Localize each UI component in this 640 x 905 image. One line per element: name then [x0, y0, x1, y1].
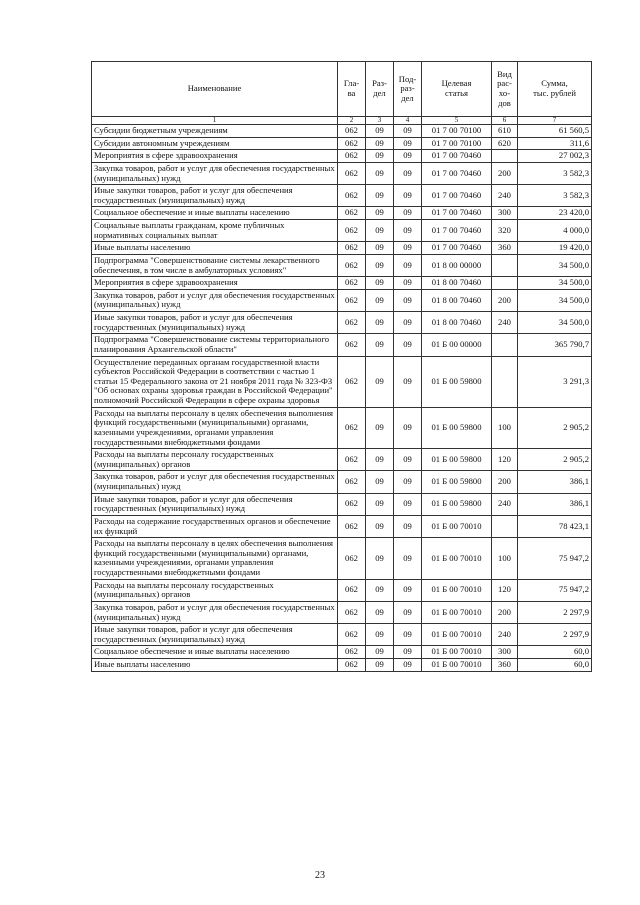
row-target: 01 Б 00 70010: [422, 646, 492, 659]
row-vid: 120: [492, 579, 518, 601]
table-row: [92, 356, 592, 407]
row-razdel: 09: [366, 407, 394, 449]
row-razdel: 09: [366, 334, 394, 356]
row-sum: 2 297,9: [518, 624, 592, 646]
table-row: [92, 646, 592, 659]
row-sum: 34 500,0: [518, 277, 592, 290]
row-vid: [492, 356, 518, 407]
row-glava: 062: [338, 137, 366, 150]
row-target: 01 Б 00 70010: [422, 601, 492, 623]
row-target: 01 7 00 70460: [422, 150, 492, 163]
row-target: 01 Б 00 59800: [422, 493, 492, 515]
row-razdel: 09: [366, 449, 394, 471]
row-vid: 240: [492, 493, 518, 515]
row-vid: 200: [492, 601, 518, 623]
row-name: Расходы на выплаты персоналу государственных (муниципальных) органов: [92, 579, 338, 601]
row-target: 01 Б 00 70010: [422, 515, 492, 537]
row-sum: 2 297,9: [518, 601, 592, 623]
row-podrazdel: 09: [394, 242, 422, 255]
row-vid: 240: [492, 624, 518, 646]
row-podrazdel: 09: [394, 579, 422, 601]
row-podrazdel: 09: [394, 150, 422, 163]
row-sum: 34 500,0: [518, 289, 592, 311]
row-razdel: 09: [366, 162, 394, 184]
column-number: 2: [338, 117, 366, 125]
column-number: 7: [518, 117, 592, 125]
row-name: Расходы на содержание государственных органов и обеспечение их функций: [92, 515, 338, 537]
row-glava: 062: [338, 449, 366, 471]
row-razdel: 09: [366, 185, 394, 207]
table-row: [92, 254, 592, 276]
row-vid: 100: [492, 538, 518, 580]
table-row: [92, 207, 592, 220]
row-vid: [492, 254, 518, 276]
row-name: Социальное обеспечение и иные выплаты населению: [92, 207, 338, 220]
row-podrazdel: 09: [394, 207, 422, 220]
row-sum: 311,6: [518, 137, 592, 150]
row-podrazdel: 09: [394, 646, 422, 659]
table-row: [92, 312, 592, 334]
row-razdel: 09: [366, 493, 394, 515]
row-glava: 062: [338, 356, 366, 407]
row-sum: 60,0: [518, 646, 592, 659]
row-target: 01 Б 00 70010: [422, 538, 492, 580]
row-vid: [492, 150, 518, 163]
row-vid: 610: [492, 125, 518, 138]
header-vid: Вид рас- хо- дов: [492, 62, 518, 117]
table-row: [92, 493, 592, 515]
table-row: [92, 289, 592, 311]
row-glava: 062: [338, 624, 366, 646]
row-razdel: 09: [366, 515, 394, 537]
row-target: 01 8 00 70460: [422, 277, 492, 290]
row-name: Социальные выплаты гражданам, кроме публичных нормативных социальных выплат: [92, 220, 338, 242]
row-vid: [492, 277, 518, 290]
row-glava: 062: [338, 471, 366, 493]
column-number-row: [92, 117, 592, 125]
row-podrazdel: 09: [394, 254, 422, 276]
row-sum: 3 582,3: [518, 185, 592, 207]
row-glava: 062: [338, 646, 366, 659]
row-name: Расходы на выплаты персоналу государственных (муниципальных) органов: [92, 449, 338, 471]
row-podrazdel: 09: [394, 356, 422, 407]
row-podrazdel: 09: [394, 277, 422, 290]
column-number: 3: [366, 117, 394, 125]
row-vid: 360: [492, 659, 518, 672]
row-name: Расходы на выплаты персоналу в целях обеспечения выполнения функций государственными (муниципальными) органами, казенными учреждениями, органами управления государственными внебюджетными фондами: [92, 407, 338, 449]
row-razdel: 09: [366, 207, 394, 220]
header-name: Наименование: [92, 62, 338, 117]
header-razdel: Раз- дел: [366, 62, 394, 117]
table-row: [92, 185, 592, 207]
row-razdel: 09: [366, 659, 394, 672]
row-podrazdel: 09: [394, 137, 422, 150]
header-target: Целевая статья: [422, 62, 492, 117]
row-target: 01 7 00 70460: [422, 162, 492, 184]
row-glava: 062: [338, 538, 366, 580]
row-glava: 062: [338, 493, 366, 515]
row-sum: 386,1: [518, 471, 592, 493]
row-vid: 240: [492, 312, 518, 334]
table-row: [92, 162, 592, 184]
table-row: [92, 601, 592, 623]
row-name: Осуществление переданных органам государственной власти субъектов Российской Федерации в соответствии с частью 1 статьи 15 Федерального закона от 21 ноября 2011 года № 323-ФЗ "Об основах охраны здоровья граждан в Российской Федерации" полномочий Российской Федерации в сфере охраны здоровья: [92, 356, 338, 407]
row-razdel: 09: [366, 601, 394, 623]
row-vid: 320: [492, 220, 518, 242]
row-razdel: 09: [366, 220, 394, 242]
header-glava: Гла- ва: [338, 62, 366, 117]
row-name: Закупка товаров, работ и услуг для обеспечения государственных (муниципальных) нужд: [92, 162, 338, 184]
row-name: Субсидии бюджетным учреждениям: [92, 125, 338, 138]
row-target: 01 7 00 70460: [422, 185, 492, 207]
row-target: 01 8 00 70460: [422, 289, 492, 311]
table-row: [92, 242, 592, 255]
row-name: Закупка товаров, работ и услуг для обеспечения государственных (муниципальных) нужд: [92, 601, 338, 623]
row-podrazdel: 09: [394, 659, 422, 672]
row-target: 01 Б 00 00000: [422, 334, 492, 356]
row-glava: 062: [338, 254, 366, 276]
table-row: [92, 624, 592, 646]
row-podrazdel: 09: [394, 289, 422, 311]
row-sum: 60,0: [518, 659, 592, 672]
row-sum: 78 423,1: [518, 515, 592, 537]
row-name: Мероприятия в сфере здравоохранения: [92, 150, 338, 163]
table-row: [92, 334, 592, 356]
row-target: 01 7 00 70460: [422, 220, 492, 242]
row-razdel: 09: [366, 242, 394, 255]
header-podrazdel: Под- раз- дел: [394, 62, 422, 117]
row-target: 01 8 00 70460: [422, 312, 492, 334]
row-razdel: 09: [366, 137, 394, 150]
row-podrazdel: 09: [394, 515, 422, 537]
row-name: Мероприятия в сфере здравоохранения: [92, 277, 338, 290]
row-razdel: 09: [366, 289, 394, 311]
header-row: [92, 62, 592, 117]
row-glava: 062: [338, 601, 366, 623]
row-razdel: 09: [366, 579, 394, 601]
row-podrazdel: 09: [394, 334, 422, 356]
row-name: Иные закупки товаров, работ и услуг для обеспечения государственных (муниципальных) нужд: [92, 312, 338, 334]
row-razdel: 09: [366, 646, 394, 659]
table-row: [92, 659, 592, 672]
row-sum: 34 500,0: [518, 254, 592, 276]
row-razdel: 09: [366, 312, 394, 334]
row-target: 01 Б 00 70010: [422, 579, 492, 601]
row-glava: 062: [338, 312, 366, 334]
row-glava: 062: [338, 207, 366, 220]
row-vid: 120: [492, 449, 518, 471]
row-name: Закупка товаров, работ и услуг для обеспечения государственных (муниципальных) нужд: [92, 471, 338, 493]
row-sum: 27 002,3: [518, 150, 592, 163]
row-sum: 19 420,0: [518, 242, 592, 255]
row-glava: 062: [338, 185, 366, 207]
row-name: Социальное обеспечение и иные выплаты населению: [92, 646, 338, 659]
row-target: 01 Б 00 70010: [422, 659, 492, 672]
table-row: [92, 150, 592, 163]
row-target: 01 7 00 70100: [422, 125, 492, 138]
row-razdel: 09: [366, 150, 394, 163]
row-sum: 75 947,2: [518, 538, 592, 580]
row-podrazdel: 09: [394, 407, 422, 449]
table-row: [92, 515, 592, 537]
column-number: 6: [492, 117, 518, 125]
row-razdel: 09: [366, 254, 394, 276]
row-razdel: 09: [366, 624, 394, 646]
row-podrazdel: 09: [394, 162, 422, 184]
page-number: 23: [315, 870, 325, 881]
row-razdel: 09: [366, 471, 394, 493]
row-glava: 062: [338, 334, 366, 356]
row-glava: 062: [338, 220, 366, 242]
row-name: Подпрограмма "Совершенствование системы лекарственного обеспечения, в том числе в амбулаторных условиях": [92, 254, 338, 276]
row-vid: 300: [492, 646, 518, 659]
row-name: Иные закупки товаров, работ и услуг для обеспечения государственных (муниципальных) нужд: [92, 185, 338, 207]
column-number: 1: [92, 117, 338, 125]
table-row: [92, 538, 592, 580]
row-sum: 23 420,0: [518, 207, 592, 220]
row-glava: 062: [338, 125, 366, 138]
row-vid: 240: [492, 185, 518, 207]
row-podrazdel: 09: [394, 449, 422, 471]
row-podrazdel: 09: [394, 538, 422, 580]
row-name: Иные закупки товаров, работ и услуг для обеспечения государственных (муниципальных) нужд: [92, 493, 338, 515]
row-glava: 062: [338, 515, 366, 537]
table-body: [92, 125, 592, 672]
row-razdel: 09: [366, 356, 394, 407]
row-podrazdel: 09: [394, 312, 422, 334]
row-target: 01 Б 00 70010: [422, 624, 492, 646]
table-row: [92, 449, 592, 471]
row-sum: 386,1: [518, 493, 592, 515]
row-vid: 200: [492, 289, 518, 311]
row-sum: 3 582,3: [518, 162, 592, 184]
row-glava: 062: [338, 242, 366, 255]
row-razdel: 09: [366, 277, 394, 290]
row-vid: 620: [492, 137, 518, 150]
budget-table: [91, 61, 592, 672]
row-target: 01 7 00 70460: [422, 242, 492, 255]
row-vid: 200: [492, 162, 518, 184]
row-name: Иные выплаты населению: [92, 242, 338, 255]
table-row: [92, 125, 592, 138]
row-podrazdel: 09: [394, 185, 422, 207]
row-podrazdel: 09: [394, 493, 422, 515]
row-target: 01 Б 00 59800: [422, 449, 492, 471]
column-number: 4: [394, 117, 422, 125]
row-sum: 2 905,2: [518, 407, 592, 449]
row-name: Субсидии автономным учреждениям: [92, 137, 338, 150]
table-row: [92, 277, 592, 290]
row-name: Расходы на выплаты персоналу в целях обеспечения выполнения функций государственными (муниципальными) органами, казенными учреждениями, органами управления государственными внебюджетными фондами: [92, 538, 338, 580]
row-target: 01 Б 00 59800: [422, 407, 492, 449]
row-glava: 062: [338, 277, 366, 290]
row-podrazdel: 09: [394, 471, 422, 493]
row-name: Закупка товаров, работ и услуг для обеспечения государственных (муниципальных) нужд: [92, 289, 338, 311]
row-vid: 300: [492, 207, 518, 220]
row-name: Иные закупки товаров, работ и услуг для обеспечения государственных (муниципальных) нужд: [92, 624, 338, 646]
row-sum: 34 500,0: [518, 312, 592, 334]
row-sum: 61 560,5: [518, 125, 592, 138]
row-podrazdel: 09: [394, 601, 422, 623]
row-glava: 062: [338, 289, 366, 311]
row-vid: [492, 334, 518, 356]
row-glava: 062: [338, 407, 366, 449]
table-row: [92, 407, 592, 449]
row-glava: 062: [338, 579, 366, 601]
row-sum: 365 790,7: [518, 334, 592, 356]
column-number: 5: [422, 117, 492, 125]
row-name: Иные выплаты населению: [92, 659, 338, 672]
table-row: [92, 579, 592, 601]
row-vid: 360: [492, 242, 518, 255]
row-glava: 062: [338, 659, 366, 672]
row-target: 01 8 00 00000: [422, 254, 492, 276]
row-vid: 200: [492, 471, 518, 493]
row-sum: 2 905,2: [518, 449, 592, 471]
row-name: Подпрограмма "Совершенствование системы территориального планирования Архангельской области": [92, 334, 338, 356]
row-podrazdel: 09: [394, 125, 422, 138]
row-target: 01 7 00 70100: [422, 137, 492, 150]
table-row: [92, 137, 592, 150]
row-podrazdel: 09: [394, 220, 422, 242]
row-glava: 062: [338, 162, 366, 184]
table-row: [92, 220, 592, 242]
table-row: [92, 471, 592, 493]
row-sum: 75 947,2: [518, 579, 592, 601]
row-vid: 100: [492, 407, 518, 449]
row-razdel: 09: [366, 125, 394, 138]
row-target: 01 Б 00 59800: [422, 356, 492, 407]
row-sum: 4 000,0: [518, 220, 592, 242]
row-razdel: 09: [366, 538, 394, 580]
row-glava: 062: [338, 150, 366, 163]
header-sum: Сумма, тыс. рублей: [518, 62, 592, 117]
row-sum: 3 291,3: [518, 356, 592, 407]
row-podrazdel: 09: [394, 624, 422, 646]
row-target: 01 7 00 70460: [422, 207, 492, 220]
row-target: 01 Б 00 59800: [422, 471, 492, 493]
row-vid: [492, 515, 518, 537]
